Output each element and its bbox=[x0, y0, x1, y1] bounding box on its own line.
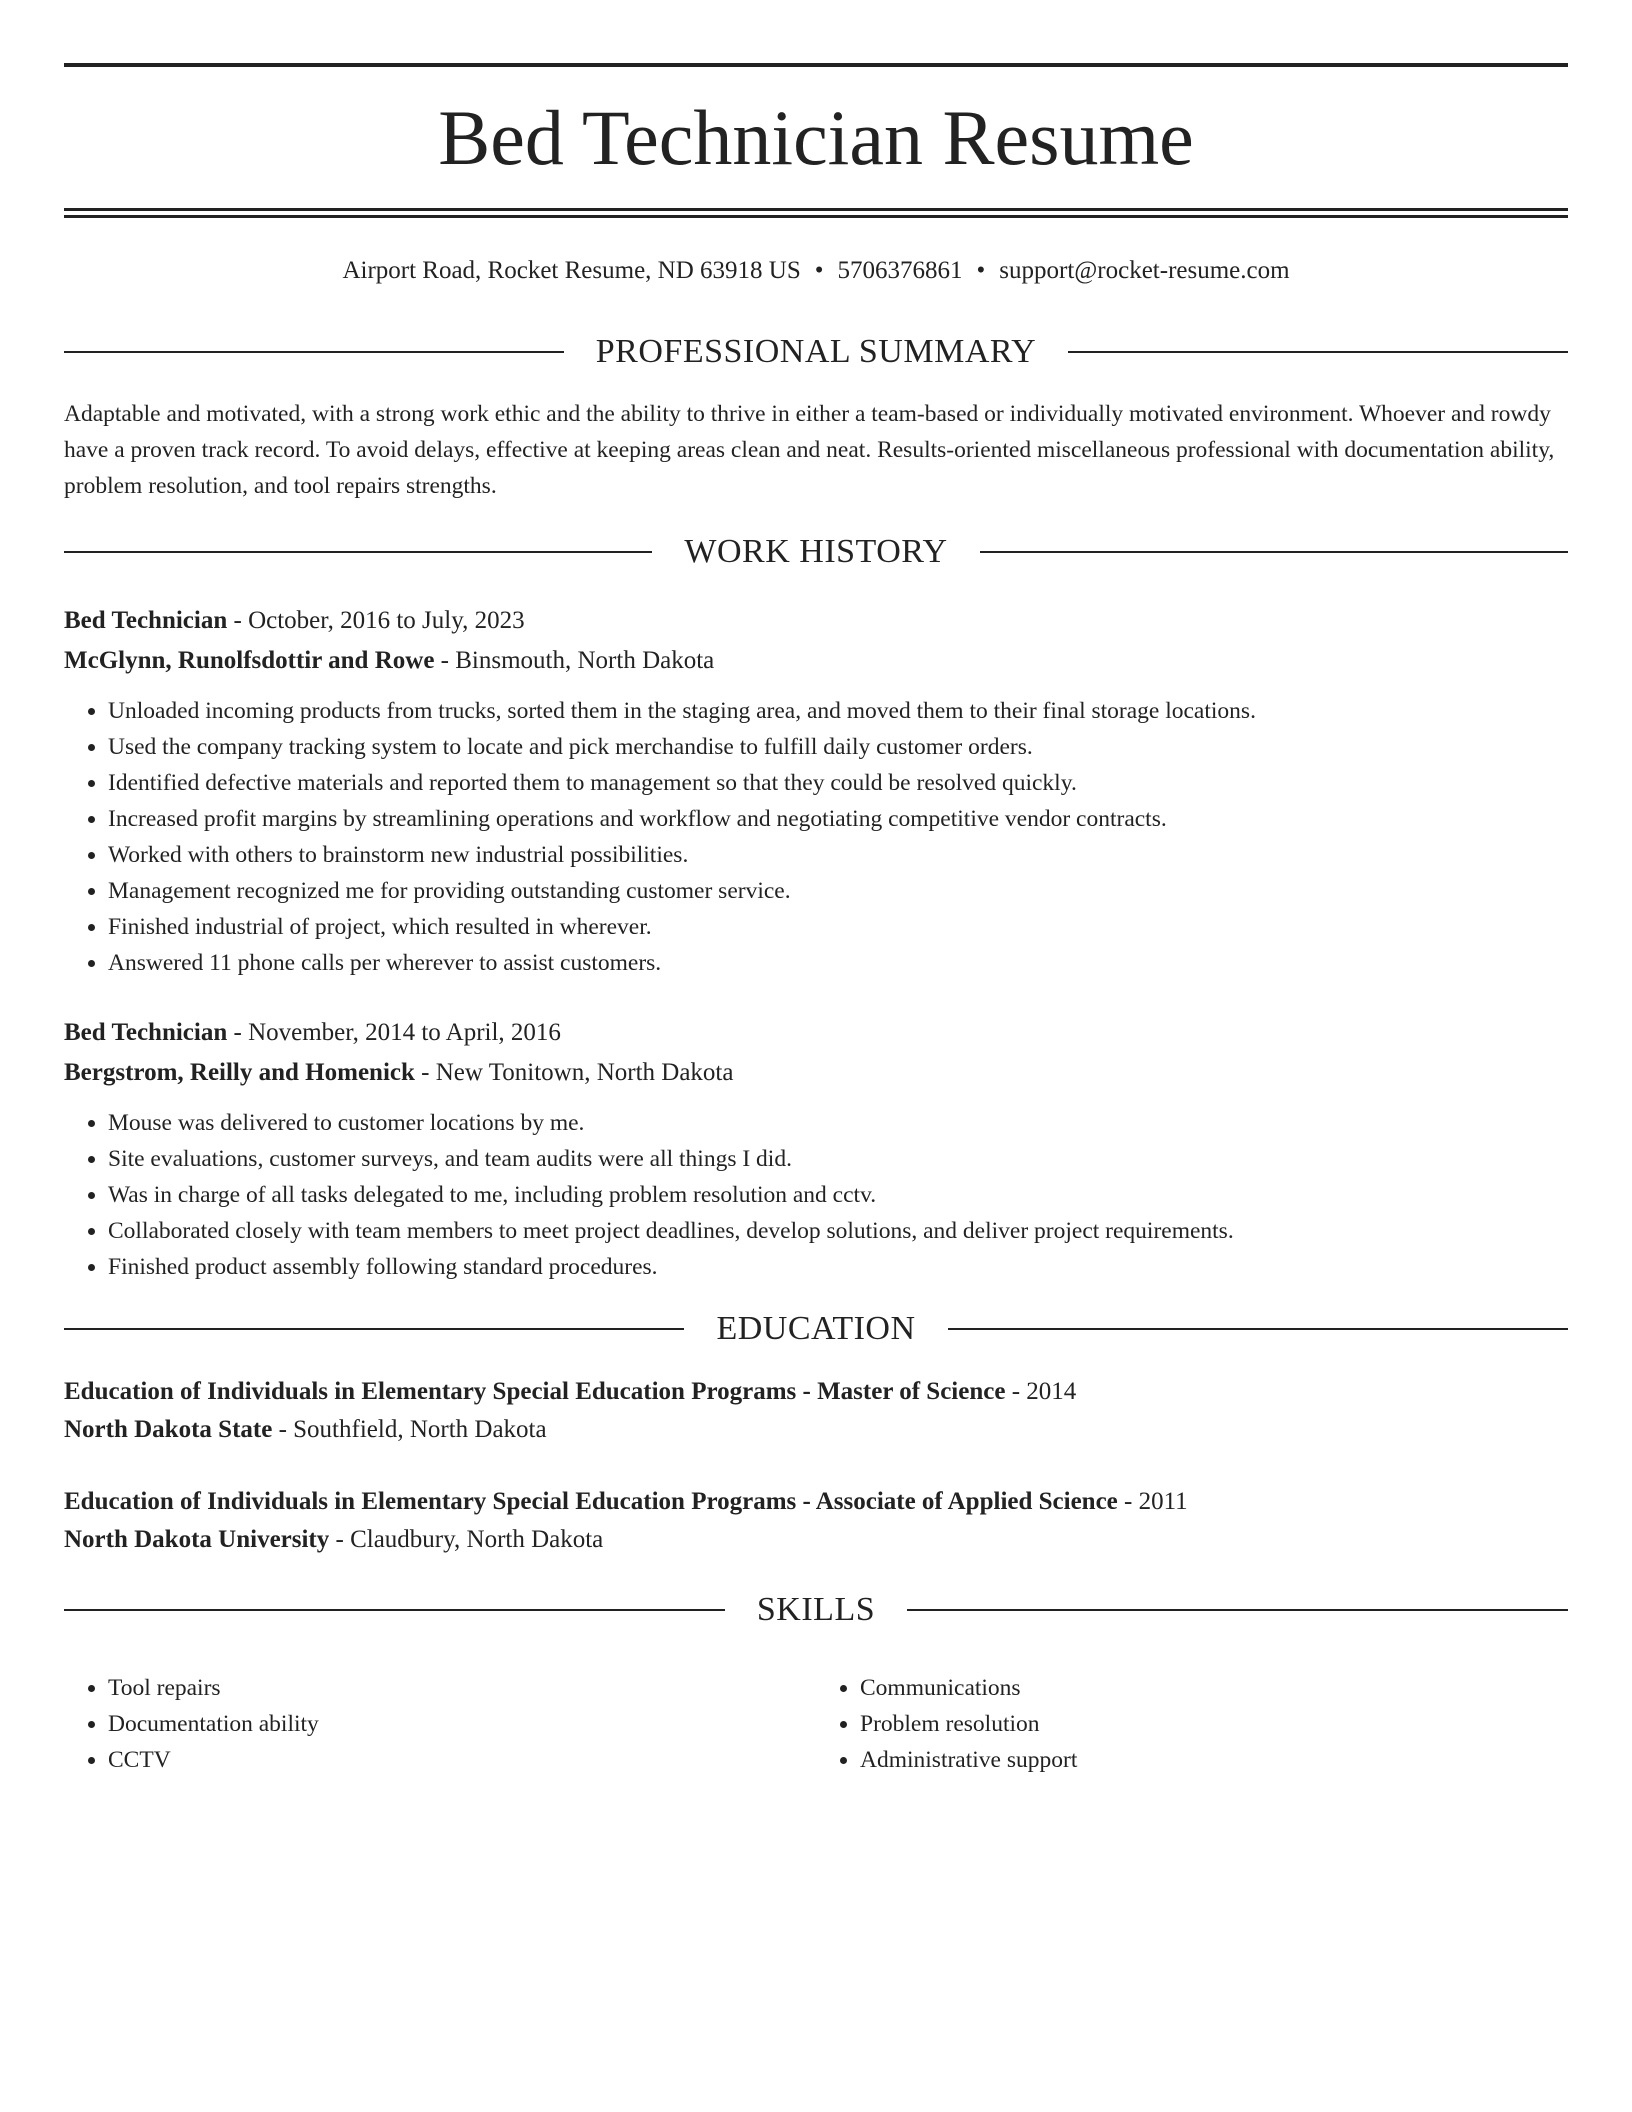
skill-item: • Documentation ability bbox=[108, 1706, 816, 1742]
heading-rule bbox=[948, 1328, 1568, 1330]
job-title-line bbox=[64, 1013, 1568, 1053]
job-company-line bbox=[64, 641, 1568, 681]
heading-rule bbox=[1068, 351, 1568, 353]
job-title-line bbox=[64, 601, 1568, 641]
contact-address: Airport Road, Rocket Resume, ND 63918 US bbox=[342, 257, 801, 284]
list-item: • Finished product assembly following standard procedures. bbox=[108, 1249, 1568, 1285]
heading-rule bbox=[64, 1609, 725, 1611]
education-degree-line bbox=[64, 1373, 1568, 1411]
list-item: • Finished industrial of project, which resulted in wherever. bbox=[108, 909, 1568, 945]
education-degree: Education of Individuals in Elementary Special Education Programs - Master of Science bbox=[64, 1378, 1006, 1405]
skills-columns bbox=[64, 1670, 1568, 1778]
education-school-line bbox=[64, 1411, 1568, 1449]
resume-title: Bed Technician Resume bbox=[438, 94, 1194, 181]
list-item: • Management recognized me for providing outstanding customer service. bbox=[108, 873, 1568, 909]
job-title: Bed Technician bbox=[64, 607, 228, 634]
summary-block bbox=[64, 396, 1568, 504]
list-item: • Used the company tracking system to locate and pick merchandise to fulfill daily customer orders. bbox=[108, 729, 1568, 765]
job-entry bbox=[64, 1013, 1568, 1285]
education-location: - Claudbury, North Dakota bbox=[329, 1526, 604, 1553]
list-item: • Mouse was delivered to customer locations by me. bbox=[108, 1105, 1568, 1141]
education-location: - Southfield, North Dakota bbox=[272, 1416, 547, 1443]
summary-text: Adaptable and motivated, with a strong work ethic and the ability to thrive in either a team-based or individually motivated environment. Whoever and rowdy have a proven track record. To avoid delays, effective at keeping areas clean and neat. Results-oriented miscellaneous professional with documentation ability, problem resolution, and tool repairs strengths. bbox=[64, 401, 1555, 499]
education-year: - 2014 bbox=[1005, 1378, 1077, 1405]
job-company: McGlynn, Runolfsdottir and Rowe bbox=[64, 647, 435, 674]
list-item: • Collaborated closely with team members to meet project deadlines, develop solutions, and deliver project requirements. bbox=[108, 1213, 1568, 1249]
skills-list-left bbox=[64, 1670, 816, 1778]
list-item: • Identified defective materials and reported them to management so that they could be resolved quickly. bbox=[108, 765, 1568, 801]
heading-rule bbox=[980, 551, 1568, 553]
list-item: • Was in charge of all tasks delegated to me, including problem resolution and cctv. bbox=[108, 1177, 1568, 1213]
skill-item: • Tool repairs bbox=[108, 1670, 816, 1706]
job-duties-list bbox=[64, 1105, 1568, 1285]
contact-separator: • bbox=[976, 257, 986, 284]
heading-rule bbox=[64, 551, 652, 553]
list-item: • Increased profit margins by streamlining operations and workflow and negotiating competitive vendor contracts. bbox=[108, 801, 1568, 837]
job-duties-list bbox=[64, 693, 1568, 981]
section-heading-skills bbox=[64, 1588, 1568, 1632]
list-item: • Worked with others to brainstorm new industrial possibilities. bbox=[108, 837, 1568, 873]
job-title: Bed Technician bbox=[64, 1019, 228, 1046]
education-entry bbox=[64, 1483, 1568, 1559]
section-heading-work bbox=[64, 530, 1568, 574]
education-school-line bbox=[64, 1521, 1568, 1559]
title-double-rule bbox=[64, 208, 1568, 218]
heading-rule bbox=[64, 1328, 684, 1330]
job-location: - Binsmouth, North Dakota bbox=[434, 647, 715, 674]
skill-item: • Problem resolution bbox=[860, 1706, 1568, 1742]
skill-item: • Administrative support bbox=[860, 1742, 1568, 1778]
education-entry bbox=[64, 1373, 1568, 1449]
job-dates: - October, 2016 to July, 2023 bbox=[227, 607, 525, 634]
heading-rule bbox=[907, 1609, 1568, 1611]
job-dates: - November, 2014 to April, 2016 bbox=[227, 1019, 561, 1046]
job-entry bbox=[64, 601, 1568, 981]
education-school: North Dakota State bbox=[64, 1416, 273, 1443]
section-heading-summary bbox=[64, 330, 1568, 374]
section-title: PROFESSIONAL SUMMARY bbox=[595, 333, 1037, 370]
list-item: • Site evaluations, customer surveys, and team audits were all things I did. bbox=[108, 1141, 1568, 1177]
job-location: - New Tonitown, North Dakota bbox=[414, 1059, 734, 1086]
section-title: EDUCATION bbox=[716, 1310, 916, 1347]
skill-item: • CCTV bbox=[108, 1742, 816, 1778]
contact-email: support@rocket-resume.com bbox=[999, 257, 1290, 284]
section-heading-education bbox=[64, 1307, 1568, 1351]
education-degree-line bbox=[64, 1483, 1568, 1521]
list-item: • Unloaded incoming products from trucks, sorted them in the staging area, and moved them to their final storage locations. bbox=[108, 693, 1568, 729]
education-school: North Dakota University bbox=[64, 1526, 330, 1553]
section-title: SKILLS bbox=[756, 1591, 876, 1628]
education-year: - 2011 bbox=[1117, 1488, 1188, 1515]
heading-rule bbox=[64, 351, 564, 353]
skill-item: • Communications bbox=[860, 1670, 1568, 1706]
job-company-line bbox=[64, 1053, 1568, 1093]
contact-phone: 5706376861 bbox=[837, 257, 963, 284]
top-rule bbox=[64, 63, 1568, 67]
contact-line bbox=[64, 253, 1568, 289]
skills-list-right bbox=[816, 1670, 1568, 1778]
contact-separator: • bbox=[814, 257, 824, 284]
education-degree: Education of Individuals in Elementary Special Education Programs - Associate of Applied Science bbox=[64, 1488, 1118, 1515]
job-company: Bergstrom, Reilly and Homenick bbox=[64, 1059, 415, 1086]
section-title: WORK HISTORY bbox=[684, 533, 948, 570]
list-item: • Answered 11 phone calls per wherever to assist customers. bbox=[108, 945, 1568, 981]
